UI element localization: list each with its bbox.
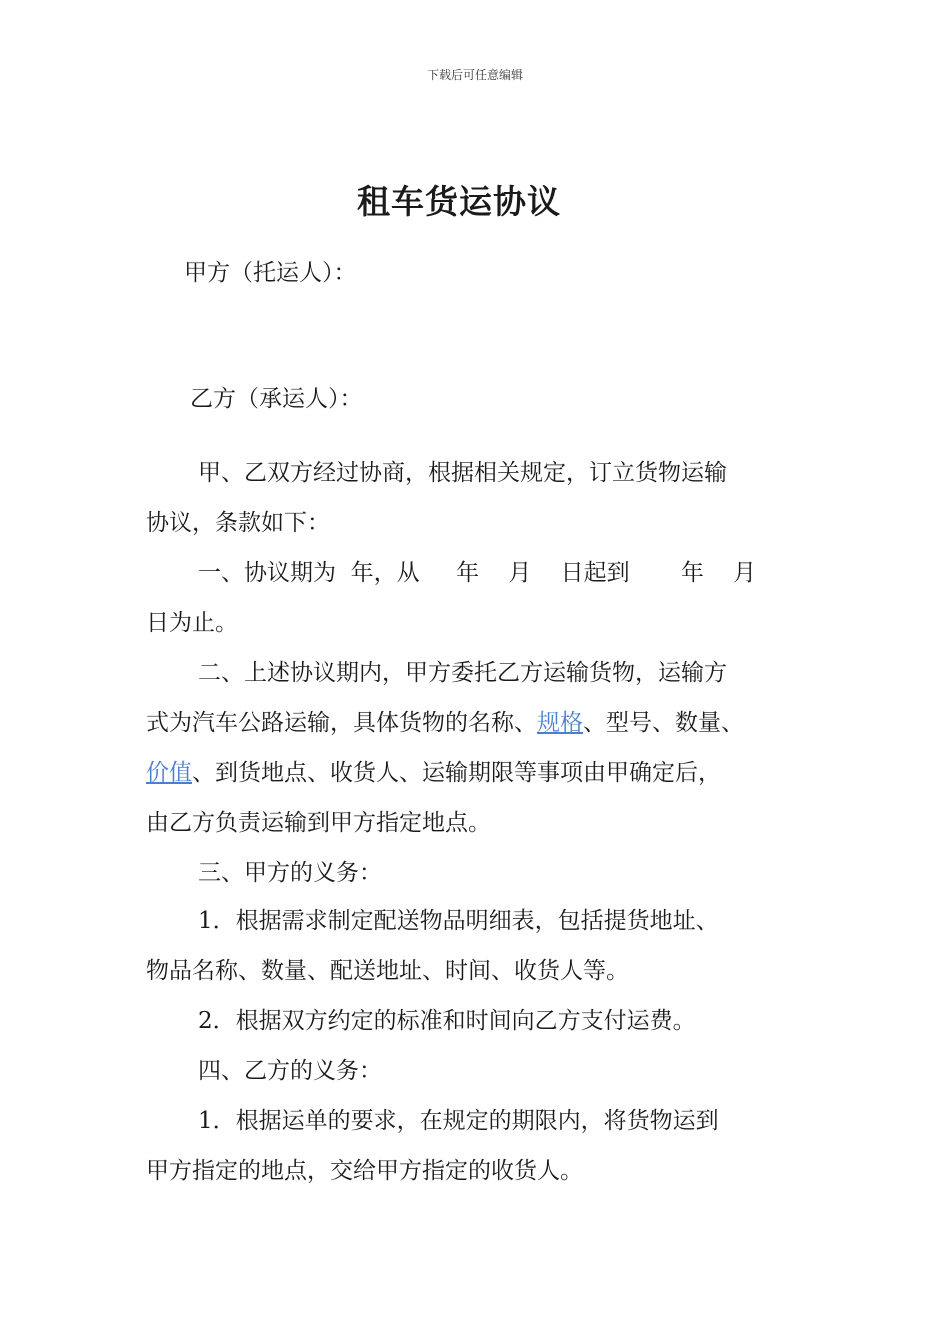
- header-note: 下载后可任意编辑: [426, 68, 523, 82]
- party-b-label: 乙方（承运人）：: [190, 386, 363, 412]
- clause-4-item-1-line-1: 1．根据运单的要求，在规定的期限内，将货物运到: [198, 1108, 719, 1134]
- clause-2-text-a: 式为汽车公路运输，具体货物的名称、: [146, 710, 537, 736]
- clause-4-item-1-line-2: 甲方指定的地点，交给甲方指定的收货人。: [146, 1158, 583, 1184]
- clause-2-line-2: [146, 708, 744, 738]
- clause-3-item-1-line-1: 1．根据需求制定配送物品明细表，包括提货地址、: [198, 908, 719, 934]
- clause-2-text-b: 、型号、数量、: [583, 710, 744, 736]
- document-title: 租车货运协议: [357, 182, 561, 221]
- clause-4-heading: 四、乙方的义务：: [198, 1058, 382, 1084]
- value-link[interactable]: 价值: [146, 760, 192, 786]
- clause-3-item-2: 2．根据双方约定的标准和时间向乙方支付运费。: [198, 1008, 696, 1034]
- clause-3-heading: 三、甲方的义务：: [198, 860, 382, 886]
- clause-2-text-c: 、到货地点、收货人、运输期限等事项由甲确定后，: [192, 760, 721, 786]
- clause-2-line-4: 由乙方负责运输到甲方指定地点。: [146, 810, 491, 836]
- clause-2-line-1: 二、上述协议期内，甲方委托乙方运输货物，运输方: [198, 660, 727, 686]
- clause-3-item-1-line-2: 物品名称、数量、配送地址、时间、收货人等。: [146, 958, 629, 984]
- party-a-label: 甲方（托运人）：: [184, 260, 357, 286]
- clause-2-line-3: [146, 758, 721, 788]
- spec-link[interactable]: 规格: [537, 710, 583, 736]
- preamble-line-1: 甲、乙双方经过协商，根据相关规定，订立货物运输: [198, 460, 727, 486]
- clause-1-line-2: 日为止。: [146, 610, 238, 636]
- preamble-line-2: 协议，条款如下：: [146, 510, 330, 536]
- clause-1-line-1: 一、协议期为 年，从 年 月 日起到 年 月: [198, 560, 757, 586]
